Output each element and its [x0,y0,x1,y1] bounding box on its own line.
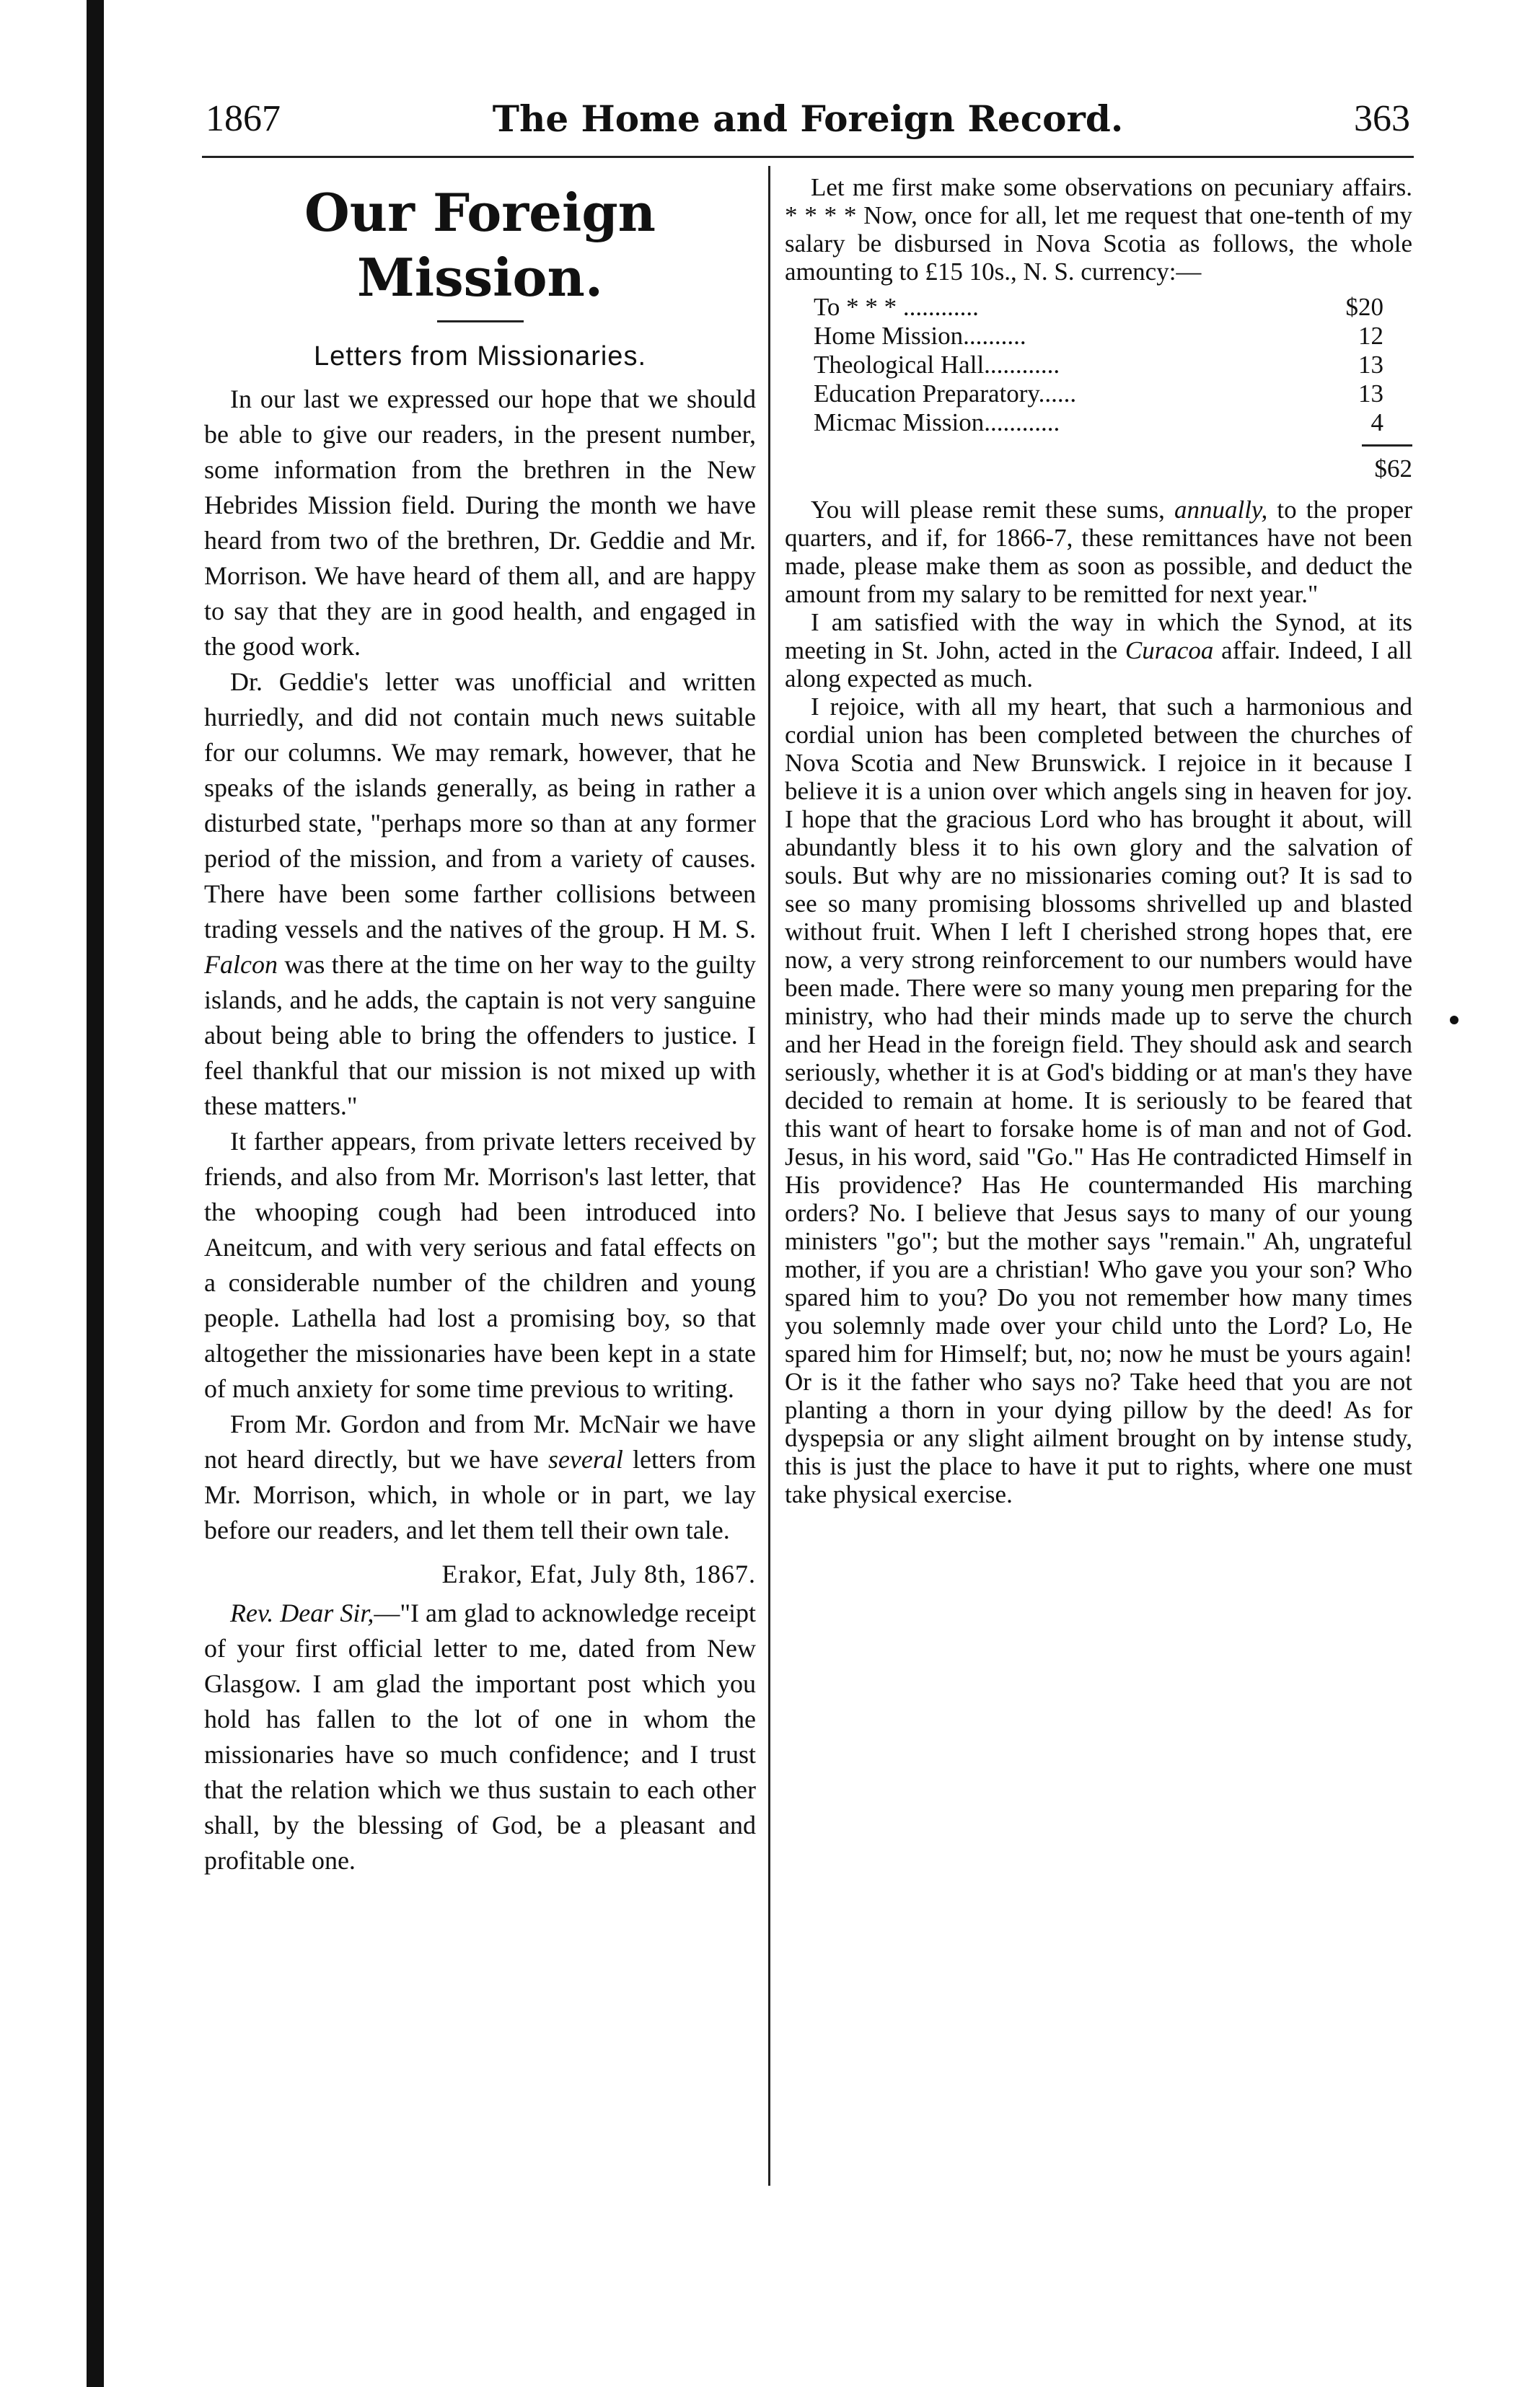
paragraph: From Mr. Gordon and from Mr. McNair we have not heard directly, but we have several letters from Mr. Morrison, which, in whole or in part, we lay before our readers, and let them tell their own tale. [204,1410,756,1544]
section-title: Our Foreign Mission. [304,182,656,308]
running-header [206,87,1410,151]
ledger-row: To * * * ............ $20 [814,293,1383,321]
ledger-row: Micmac Mission............ 4 [814,408,1383,436]
paragraph: It farther appears, from private letters received by friends, and also from Mr. Morrison's last letter, that the whooping cough had been introduced into Aneitcum, and with very serious and fatal effects on a considerable number of the children and young people. Lathella had lost a promising boy, so that altogether the missionaries have been kept in a state of much anxiety for some time previous to writing. [204,1127,756,1403]
header-year: 1867 [206,98,281,139]
ledger-row: Education Preparatory...... 13 [814,379,1383,408]
total-rule [1362,444,1412,447]
binding-edge [87,0,104,2387]
ledger-total: $62 [1374,454,1412,483]
paragraph: In our last we expressed our hope that we should be able to give our readers, in the present number, some information from the brethren in the New Hebrides Mission field. During the month we have heard from two of the brethren, Dr. Geddie and Mr. Morrison. We have heard of them all, and are happy to say that they are in good health, and engaged in the good work. [204,384,756,661]
ledger-row: Theological Hall............ 13 [814,351,1383,379]
header-title: The Home and Foreign Record. [492,97,1124,140]
salary-ledger [814,293,1383,437]
ledger-row: Home Mission.......... 12 [814,322,1383,350]
letter-paragraph: Rev. Dear Sir,—"I am glad to acknowledge receipt of your first official letter to me, dated from New Glasgow. I am glad the important post which you hold has fallen to the lot of one in whom the missionaries have so much confidence; and I trust that the relation which we thus sustain to each other shall, by the blessing of God, be a pleasant and profitable one. [204,1599,756,1875]
section-subtitle: Letters from Missionaries. [313,341,646,372]
letter-dateline: Erakor, Efat, July 8th, 1867. [441,1560,756,1588]
paragraph: You will please remit these sums, annually, to the proper quarters, and if, for 1866-7, these remittances have not been made, please make them as soon as possible, and deduct the amount from my salary to be remitted for next year." [785,496,1413,608]
paragraph: Let me first make some observations on pecuniary affairs. * * * * Now, once for all, let me request that one-tenth of my salary be disbursed in Nova Scotia as follows, the whole amounting to £15 10s., N. S. currency:— [785,173,1412,286]
header-rule [202,156,1414,158]
column-divider [768,166,770,2186]
right-column [785,173,1412,1508]
ship-name: Curacoa [1125,636,1214,664]
paragraph: Dr. Geddie's letter was unofficial and written hurriedly, and did not contain much news suitable for our columns. We may remark, however, that he speaks of the islands generally, as being in rather a disturbed state, "perhaps more so than at any former period of the mission, and from a variety of causes. There have been some farther collisions between trading vessels and the natives of the group. H M. S. Falcon was there at the time on her way to the guilty islands, and he adds, the captain is not very sanguine about being able to bring the offenders to justice. I feel thankful that our mission is not mixed up with these matters." [204,667,757,1120]
paragraph: I rejoice, with all my heart, that such a harmonious and cordial union has been completed between the churches of Nova Scotia and New Brunswick. I rejoice in it because I believe it is a union over which angels sing in heaven for joy. I hope that the gracious Lord who has brought it about, will abundantly bless it to his own glory and the salvation of souls. But why are no missionaries coming out? It is sad to see so many promising blossoms shrivelled up and blasted without fruit. When I left I cherished strong hopes that, ere now, a very strong reinforcement to our numbers would have been made. There were so many young men preparing for the ministry, who had their minds made up to serve the church and her Head in the foreign field. They should ask and search seriously, whether it is at God's bidding or at man's they have decided to remain at home. It is seriously to be feared that this want of heart to forsake home is of man and not of God. Jesus, in his word, said "Go." Has He contradicted Himself in His providence? Has He countermanded His marching orders? No. I believe that Jesus says to many of our young ministers "go"; but the mother says "remain." Ah, ungrateful mother, if you are a christian! Who gave you your son? Who spared him to you? Do you not remember how many times you solemnly made over your child unto the Lord? Lo, He spared him for Himself; but, no; now he must be yours again! Or is it the father who says no? Take heed that you are not planting a thorn in your dying pillow by the deed! As for dyspepsia or any slight ailment brought on by intense study, this is just the place to have it put to rights, where one must take physical exercise. [785,693,1412,1508]
ink-dot [1450,1016,1458,1024]
left-column [204,173,756,1878]
letter-salutation: Rev. Dear Sir, [230,1599,374,1627]
paragraph: I am satisfied with the way in which the Synod, at its meeting in St. John, acted in the Curacoa affair. Indeed, I all along expected as much. [785,608,1413,693]
ship-name: Falcon [204,950,278,979]
page-number: 363 [1354,98,1410,139]
title-divider [437,320,524,322]
